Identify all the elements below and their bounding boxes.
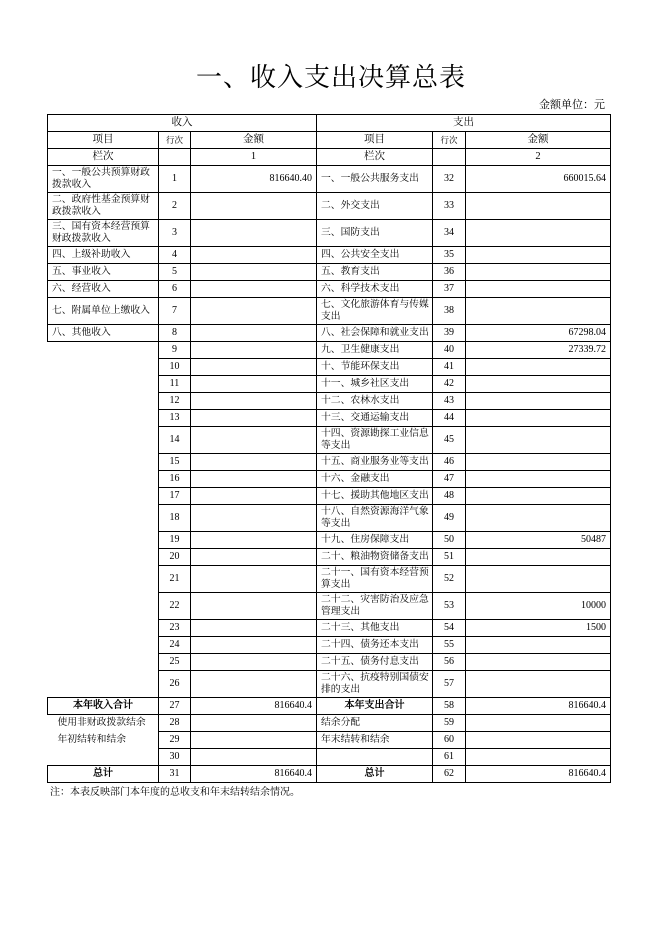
expense-line-cell: 32 [433, 166, 466, 193]
table-row [48, 566, 611, 593]
expense-line-cell: 46 [433, 454, 466, 471]
table-row [48, 281, 611, 298]
income-item-cell [48, 566, 159, 593]
expense-amount-cell: 1500 [466, 620, 611, 637]
table-row [48, 166, 611, 193]
expense-group-header: 支出 [317, 115, 611, 132]
table-row [48, 732, 611, 749]
expense-item-cell: 十三、交通运输支出 [317, 410, 433, 427]
expense-item-cell: 二十五、债务付息支出 [317, 654, 433, 671]
income-amount-cell [191, 549, 317, 566]
income-line-cell: 16 [159, 471, 191, 488]
expense-line-cell: 54 [433, 620, 466, 637]
expense-amount-cell [466, 220, 611, 247]
income-line-cell: 29 [159, 732, 191, 749]
expense-amount-cell: 50487 [466, 532, 611, 549]
income-item-cell [48, 342, 159, 359]
expense-amount-cell [466, 410, 611, 427]
income-item-cell: 二、政府性基金预算财政拨款收入 [48, 193, 159, 220]
expense-item-cell: 十、节能环保支出 [317, 359, 433, 376]
expense-line-cell: 40 [433, 342, 466, 359]
income-amount-cell [191, 654, 317, 671]
table-row [48, 620, 611, 637]
income-item-cell [48, 393, 159, 410]
expense-amount-cell [466, 749, 611, 766]
income-line-cell: 10 [159, 359, 191, 376]
table-row [48, 505, 611, 532]
income-amount-cell [191, 749, 317, 766]
income-total-line: 31 [159, 766, 191, 783]
expense-amount-cell [466, 193, 611, 220]
income-line-cell: 6 [159, 281, 191, 298]
income-line-cell: 3 [159, 220, 191, 247]
income-item-cell [48, 427, 159, 454]
expense-line-cell: 49 [433, 505, 466, 532]
expense-item-cell: 九、卫生健康支出 [317, 342, 433, 359]
footnote: 注：本表反映部门本年度的总收支和年末结转结余情况。 [50, 787, 300, 798]
income-item-cell [48, 488, 159, 505]
grand-total-row [48, 766, 611, 783]
expense-line-cell: 36 [433, 264, 466, 281]
expense-amount-cell [466, 654, 611, 671]
income-item-cell: 八、其他收入 [48, 325, 159, 342]
amount-unit-label: 金额单位：元 [539, 99, 605, 111]
expense-amount-cell: 660015.64 [466, 166, 611, 193]
summary-rows [48, 698, 611, 783]
income-line-cell: 4 [159, 247, 191, 264]
column-index-row [48, 149, 611, 166]
income-line-cell: 9 [159, 342, 191, 359]
income-item-cell [48, 376, 159, 393]
income-line-cell: 21 [159, 566, 191, 593]
income-item-cell [48, 654, 159, 671]
expense-amount-cell [466, 637, 611, 654]
table-row [48, 410, 611, 427]
expense-line-cell: 44 [433, 410, 466, 427]
income-item-cell [48, 671, 159, 698]
income-line-cell: 30 [159, 749, 191, 766]
expense-item-cell: 十一、城乡社区支出 [317, 376, 433, 393]
table-row [48, 325, 611, 342]
expense-item-cell: 五、教育支出 [317, 264, 433, 281]
expense-amount-cell [466, 549, 611, 566]
income-line-cell: 25 [159, 654, 191, 671]
expense-line-cell: 39 [433, 325, 466, 342]
expense-amount-cell: 10000 [466, 593, 611, 620]
income-item-cell [48, 532, 159, 549]
expense-column-index-number: 2 [466, 149, 611, 166]
expense-item-cell: 十八、自然资源海洋气象等支出 [317, 505, 433, 532]
expense-line-cell: 35 [433, 247, 466, 264]
income-subtotal-amount: 816640.4 [191, 698, 317, 715]
expense-amount-cell: 67298.04 [466, 325, 611, 342]
income-item-cell: 年初结转和结余 [48, 732, 159, 749]
expense-amount-cell [466, 264, 611, 281]
expense-line-cell: 56 [433, 654, 466, 671]
expense-total-amount: 816640.4 [466, 766, 611, 783]
income-item-cell [48, 359, 159, 376]
expense-amount-cell [466, 376, 611, 393]
expense-item-cell: 结余分配 [317, 715, 433, 732]
expense-line-cell: 61 [433, 749, 466, 766]
expense-item-cell: 十二、农林水支出 [317, 393, 433, 410]
income-amount-header: 金额 [191, 132, 317, 149]
expense-item-cell: 十九、住房保障支出 [317, 532, 433, 549]
income-column-index-number: 1 [191, 149, 317, 166]
income-line-cell: 8 [159, 325, 191, 342]
expense-line-cell: 43 [433, 393, 466, 410]
expense-line-cell: 48 [433, 488, 466, 505]
expense-amount-header: 金额 [466, 132, 611, 149]
table-row [48, 532, 611, 549]
expense-amount-cell [466, 247, 611, 264]
expense-line-cell: 38 [433, 298, 466, 325]
income-line-header: 行次 [159, 132, 191, 149]
expense-item-cell [317, 749, 433, 766]
income-column-index-label: 栏次 [48, 149, 159, 166]
income-amount-cell: 816640.40 [191, 166, 317, 193]
income-line-cell: 18 [159, 505, 191, 532]
table-row [48, 393, 611, 410]
expense-item-cell: 二十六、抗疫特别国债安排的支出 [317, 671, 433, 698]
income-amount-cell [191, 325, 317, 342]
table-row [48, 298, 611, 325]
expense-item-cell: 二十三、其他支出 [317, 620, 433, 637]
income-amount-cell [191, 454, 317, 471]
expense-line-cell: 42 [433, 376, 466, 393]
income-line-cell: 23 [159, 620, 191, 637]
income-line-cell: 1 [159, 166, 191, 193]
table-row [48, 247, 611, 264]
income-amount-cell [191, 193, 317, 220]
income-line-cell: 5 [159, 264, 191, 281]
expense-line-cell: 34 [433, 220, 466, 247]
income-amount-cell [191, 281, 317, 298]
income-amount-cell [191, 376, 317, 393]
income-item-cell: 四、上级补助收入 [48, 247, 159, 264]
expense-item-cell: 七、文化旅游体育与传媒支出 [317, 298, 433, 325]
table-row [48, 671, 611, 698]
income-item-cell [48, 620, 159, 637]
income-item-cell: 一、一般公共预算财政拨款收入 [48, 166, 159, 193]
expense-item-cell: 二十二、灾害防治及应急管理支出 [317, 593, 433, 620]
income-item-cell [48, 549, 159, 566]
income-item-header: 项目 [48, 132, 159, 149]
table-row [48, 715, 611, 732]
income-line-cell: 19 [159, 532, 191, 549]
income-amount-cell [191, 342, 317, 359]
expense-total-line: 62 [433, 766, 466, 783]
expense-line-cell: 57 [433, 671, 466, 698]
income-amount-cell [191, 298, 317, 325]
income-item-cell [48, 637, 159, 654]
expense-item-cell: 二、外交支出 [317, 193, 433, 220]
expense-subtotal-label: 本年支出合计 [317, 698, 433, 715]
income-amount-cell [191, 393, 317, 410]
income-amount-cell [191, 532, 317, 549]
expense-column-index-blank [433, 149, 466, 166]
expense-line-cell: 47 [433, 471, 466, 488]
expense-line-cell: 60 [433, 732, 466, 749]
income-line-cell: 28 [159, 715, 191, 732]
income-amount-cell [191, 637, 317, 654]
expense-amount-cell [466, 732, 611, 749]
income-amount-cell [191, 732, 317, 749]
income-item-cell [48, 593, 159, 620]
expense-item-header: 项目 [317, 132, 433, 149]
expense-item-cell: 六、科学技术支出 [317, 281, 433, 298]
expense-item-cell: 二十一、国有资本经营预算支出 [317, 566, 433, 593]
page-title: 一、收入支出决算总表 [195, 63, 466, 92]
income-item-cell: 七、附属单位上缴收入 [48, 298, 159, 325]
expense-line-cell: 59 [433, 715, 466, 732]
table-row [48, 749, 611, 766]
table-row [48, 427, 611, 454]
income-column-index-blank [159, 149, 191, 166]
expense-item-cell: 四、公共安全支出 [317, 247, 433, 264]
expense-column-index-label: 栏次 [317, 149, 433, 166]
income-item-cell: 三、国有资本经营预算财政拨款收入 [48, 220, 159, 247]
expense-amount-cell [466, 566, 611, 593]
income-amount-cell [191, 566, 317, 593]
table-row [48, 264, 611, 281]
column-header-row [48, 132, 611, 149]
expense-line-header: 行次 [433, 132, 466, 149]
income-line-cell: 26 [159, 671, 191, 698]
income-subtotal-label: 本年收入合计 [48, 698, 159, 715]
expense-line-cell: 50 [433, 532, 466, 549]
expense-amount-cell [466, 427, 611, 454]
income-total-label: 总计 [48, 766, 159, 783]
expense-amount-cell [466, 281, 611, 298]
income-item-cell [48, 749, 159, 766]
table-row [48, 193, 611, 220]
expense-line-cell: 55 [433, 637, 466, 654]
income-group-header: 收入 [48, 115, 317, 132]
expense-total-label: 总计 [317, 766, 433, 783]
income-amount-cell [191, 471, 317, 488]
income-line-cell: 24 [159, 637, 191, 654]
expense-item-cell: 二十四、债务还本支出 [317, 637, 433, 654]
income-line-cell: 13 [159, 410, 191, 427]
expense-amount-cell [466, 671, 611, 698]
table-row [48, 654, 611, 671]
expense-item-cell: 一、一般公共服务支出 [317, 166, 433, 193]
income-line-cell: 12 [159, 393, 191, 410]
expense-line-cell: 52 [433, 566, 466, 593]
expense-amount-cell [466, 359, 611, 376]
expense-item-cell: 十六、金融支出 [317, 471, 433, 488]
expense-line-cell: 45 [433, 427, 466, 454]
expense-amount-cell [466, 393, 611, 410]
table-row [48, 593, 611, 620]
income-item-cell [48, 505, 159, 532]
expense-amount-cell [466, 715, 611, 732]
income-amount-cell [191, 593, 317, 620]
expense-amount-cell [466, 298, 611, 325]
expense-line-cell: 41 [433, 359, 466, 376]
income-amount-cell [191, 247, 317, 264]
income-amount-cell [191, 715, 317, 732]
table-row [48, 376, 611, 393]
income-line-cell: 22 [159, 593, 191, 620]
expense-subtotal-line: 58 [433, 698, 466, 715]
subtotal-row [48, 698, 611, 715]
table-row [48, 488, 611, 505]
group-header-row [48, 115, 611, 132]
income-line-cell: 20 [159, 549, 191, 566]
income-amount-cell [191, 359, 317, 376]
expense-amount-cell [466, 454, 611, 471]
table-row [48, 359, 611, 376]
table-row [48, 220, 611, 247]
expense-amount-cell [466, 505, 611, 532]
income-subtotal-line: 27 [159, 698, 191, 715]
income-expense-table [47, 114, 611, 783]
income-line-cell: 11 [159, 376, 191, 393]
income-amount-cell [191, 620, 317, 637]
income-total-amount: 816640.4 [191, 766, 317, 783]
item-rows [48, 166, 611, 698]
income-line-cell: 2 [159, 193, 191, 220]
expense-amount-cell [466, 488, 611, 505]
table-row [48, 549, 611, 566]
expense-item-cell: 二十、粮油物资储备支出 [317, 549, 433, 566]
income-item-cell: 使用非财政拨款结余 [48, 715, 159, 732]
table-row [48, 471, 611, 488]
table-row [48, 637, 611, 654]
income-item-cell: 五、事业收入 [48, 264, 159, 281]
income-amount-cell [191, 505, 317, 532]
income-item-cell [48, 454, 159, 471]
expense-item-cell: 三、国防支出 [317, 220, 433, 247]
income-amount-cell [191, 264, 317, 281]
table-row [48, 342, 611, 359]
expense-line-cell: 53 [433, 593, 466, 620]
expense-subtotal-amount: 816640.4 [466, 698, 611, 715]
expense-item-cell: 年末结转和结余 [317, 732, 433, 749]
income-amount-cell [191, 410, 317, 427]
income-item-cell [48, 471, 159, 488]
income-item-cell [48, 410, 159, 427]
income-line-cell: 15 [159, 454, 191, 471]
income-amount-cell [191, 671, 317, 698]
expense-item-cell: 十五、商业服务业等支出 [317, 454, 433, 471]
expense-item-cell: 十七、援助其他地区支出 [317, 488, 433, 505]
expense-item-cell: 十四、资源勘探工业信息等支出 [317, 427, 433, 454]
expense-amount-cell [466, 471, 611, 488]
table-row [48, 454, 611, 471]
expense-line-cell: 37 [433, 281, 466, 298]
income-line-cell: 17 [159, 488, 191, 505]
expense-amount-cell: 27339.72 [466, 342, 611, 359]
expense-line-cell: 51 [433, 549, 466, 566]
income-item-cell: 六、经营收入 [48, 281, 159, 298]
expense-item-cell: 八、社会保障和就业支出 [317, 325, 433, 342]
income-amount-cell [191, 488, 317, 505]
income-line-cell: 7 [159, 298, 191, 325]
income-amount-cell [191, 427, 317, 454]
income-line-cell: 14 [159, 427, 191, 454]
expense-line-cell: 33 [433, 193, 466, 220]
income-amount-cell [191, 220, 317, 247]
